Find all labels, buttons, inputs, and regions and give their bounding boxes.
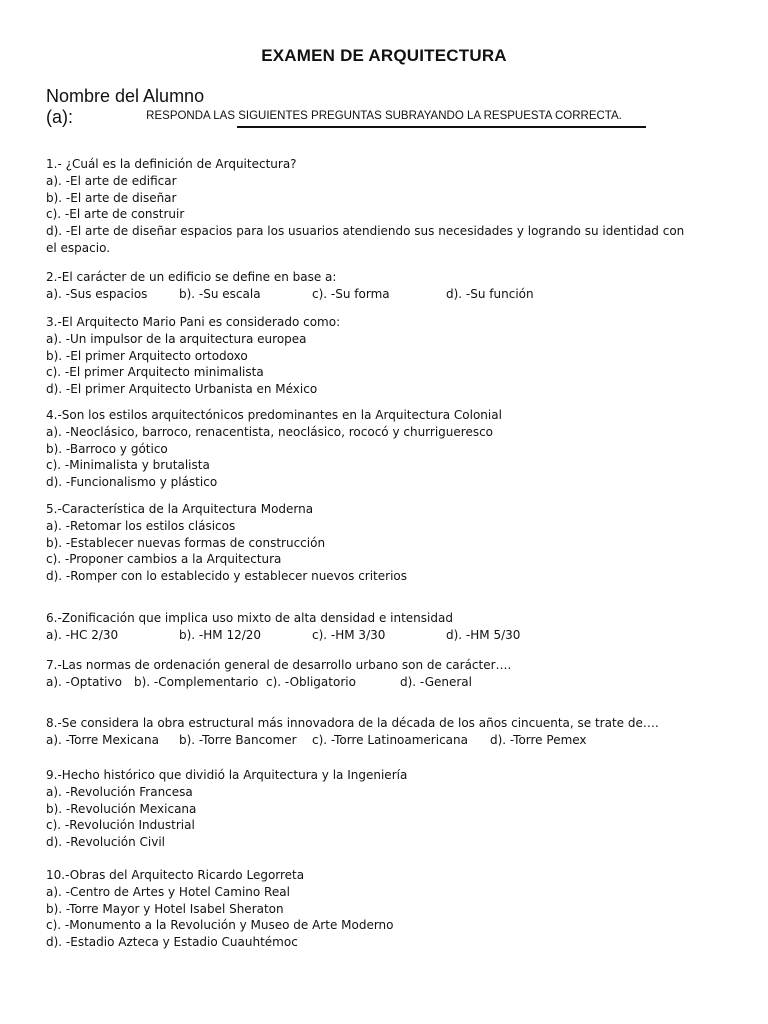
question-text: 10.-Obras del Arquitecto Ricardo Legorreta xyxy=(46,868,305,882)
option-c: c). -El primer Arquitecto minimalista xyxy=(46,365,264,380)
option-d: d). -Romper con lo establecido y establecer nuevos criterios xyxy=(46,569,408,584)
question-text: 7.-Las normas de ordenación general de desarrollo urbano son de carácter…. xyxy=(46,658,512,672)
question-8 xyxy=(46,715,686,749)
question-text: 1.- ¿Cuál es la definición de Arquitectura? xyxy=(46,157,297,171)
exam-title: EXAMEN DE ARQUITECTURA xyxy=(261,46,507,65)
option-c: c). -Obligatorio xyxy=(266,674,356,689)
question-text: 2.-El carácter de un edificio se define en base a: xyxy=(46,270,337,284)
option-d: d). -Revolución Civil xyxy=(46,835,165,850)
option-b: b). -Torre Mayor y Hotel Isabel Sheraton xyxy=(46,901,284,916)
option-a: a). -HC 2/30 xyxy=(46,627,119,642)
question-7 xyxy=(46,657,686,691)
option-a: a). -Centro de Artes y Hotel Camino Real xyxy=(46,884,290,899)
question-2 xyxy=(46,269,686,303)
question-10 xyxy=(46,867,686,951)
option-c: c). -HM 3/30 xyxy=(312,627,386,642)
option-a: a). -Sus espacios xyxy=(46,286,148,301)
question-text: 8.-Se considera la obra estructural más innovadora de la década de los años cincuenta, se trate de…. xyxy=(46,716,659,730)
option-c: c). -Minimalista y brutalista xyxy=(46,458,210,473)
option-d: d). -General xyxy=(400,674,472,689)
question-6 xyxy=(46,610,686,644)
option-a: a). -Un impulsor de la arquitectura europea xyxy=(46,331,307,346)
options-row xyxy=(46,627,686,644)
option-c: c). -Proponer cambios a la Arquitectura xyxy=(46,552,282,567)
option-c: c). -Revolución Industrial xyxy=(46,818,195,833)
question-3 xyxy=(46,314,686,398)
question-text: 6.-Zonificación que implica uso mixto de alta densidad e intensidad xyxy=(46,611,453,625)
question-1 xyxy=(46,156,686,257)
question-9 xyxy=(46,767,686,851)
option-a: a). -Torre Mexicana xyxy=(46,732,159,747)
option-b: b). -Su escala xyxy=(179,286,261,301)
option-a: a). -El arte de edificar xyxy=(46,173,177,188)
option-c: c). -Torre Latinoamericana xyxy=(312,732,468,747)
option-d: d). -Su función xyxy=(446,286,534,301)
option-a: a). -Retomar los estilos clásicos xyxy=(46,518,236,533)
options-row xyxy=(46,732,686,749)
option-a: a). -Revolución Francesa xyxy=(46,784,193,799)
option-d: d). -El primer Arquitecto Urbanista en México xyxy=(46,382,318,397)
question-5 xyxy=(46,501,686,585)
option-b: b). -Complementario xyxy=(134,674,259,689)
option-c: c). -Monumento a la Revolución y Museo de Arte Moderno xyxy=(46,918,394,933)
option-c: c). -El arte de construir xyxy=(46,207,185,222)
option-d: d). -Funcionalismo y plástico xyxy=(46,475,218,490)
option-b: b). -Torre Bancomer xyxy=(179,732,297,747)
question-text: 4.-Son los estilos arquitectónicos predominantes en la Arquitectura Colonial xyxy=(46,408,502,422)
question-4 xyxy=(46,407,686,491)
exam-instructions: RESPONDA LAS SIGUIENTES PREGUNTAS SUBRAYANDO LA RESPUESTA CORRECTA. xyxy=(146,110,622,122)
option-c: c). -Su forma xyxy=(312,286,390,301)
option-d: d). -Torre Pemex xyxy=(490,732,587,747)
option-d: d). -HM 5/30 xyxy=(446,627,521,642)
option-d: d). -Estadio Azteca y Estadio Cuauhtémoc xyxy=(46,935,298,950)
option-b: b). -Revolución Mexicana xyxy=(46,801,197,816)
option-b: b). -El arte de diseñar xyxy=(46,190,177,205)
option-d: d). -El arte de diseñar espacios para los usuarios atendiendo sus necesidades y logrando su identidad con el espacio. xyxy=(46,224,685,255)
option-b: b). -Establecer nuevas formas de construcción xyxy=(46,535,326,550)
question-text: 3.-El Arquitecto Mario Pani es considerado como: xyxy=(46,315,341,329)
question-text: 5.-Característica de la Arquitectura Moderna xyxy=(46,502,314,516)
option-b: b). -Barroco y gótico xyxy=(46,441,168,456)
option-b: b). -El primer Arquitecto ortodoxo xyxy=(46,348,248,363)
student-name-label: Nombre del Alumno (a): xyxy=(46,86,205,127)
question-text: 9.-Hecho histórico que dividió la Arquitectura y la Ingeniería xyxy=(46,768,408,782)
option-a: a). -Optativo xyxy=(46,674,122,689)
option-b: b). -HM 12/20 xyxy=(179,627,262,642)
options-row xyxy=(46,674,686,691)
options-row xyxy=(46,286,686,303)
option-a: a). -Neoclásico, barroco, renacentista, neoclásico, rococó y churrigueresco xyxy=(46,424,494,439)
